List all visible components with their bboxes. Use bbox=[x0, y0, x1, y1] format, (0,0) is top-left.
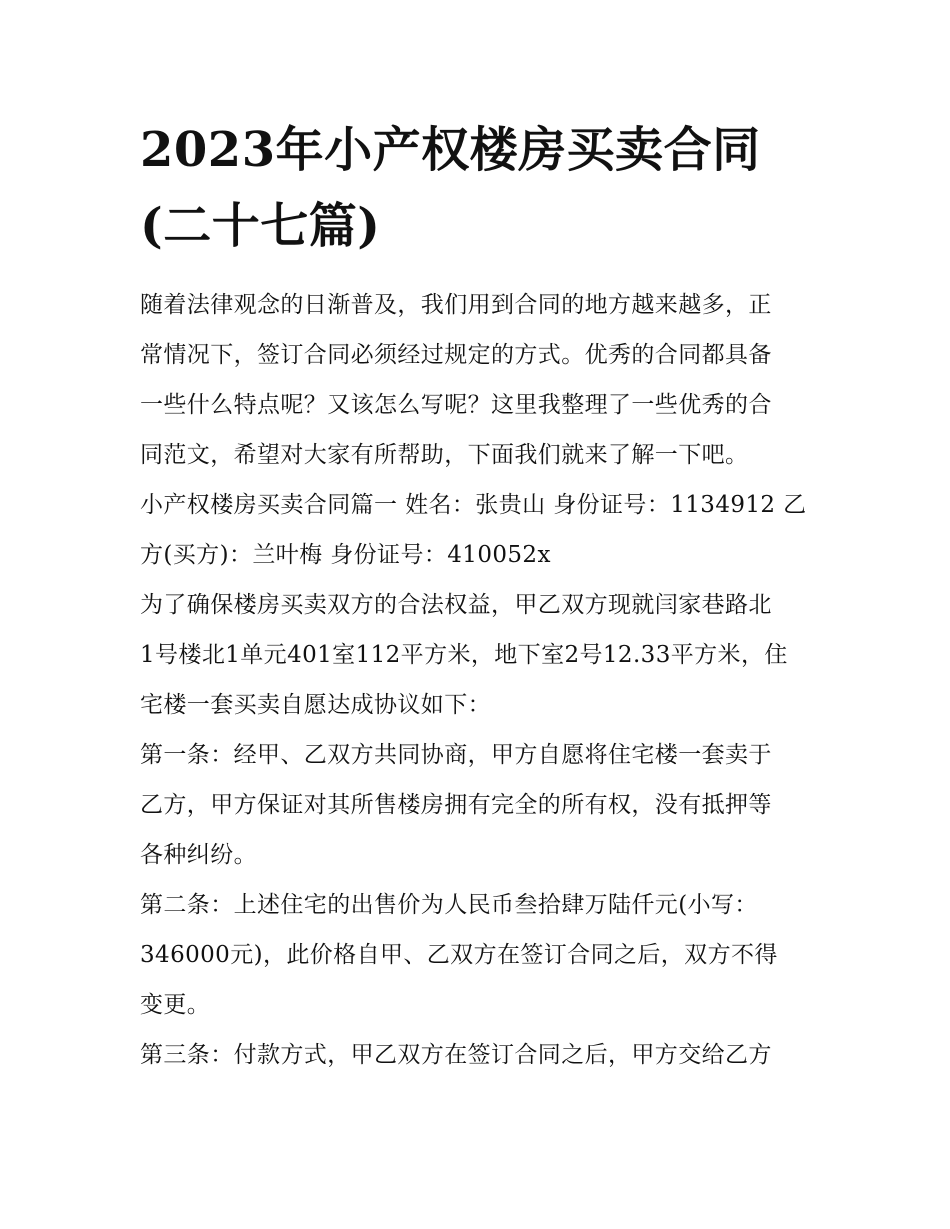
text-line: 第三条：付款方式，甲乙双方在签订合同之后，甲方交给乙方 bbox=[140, 1042, 772, 1068]
intro-paragraph bbox=[140, 280, 812, 480]
document-title bbox=[140, 112, 780, 264]
text-line: 为了确保楼房买卖双方的合法权益，甲乙双方现就闫家巷路北 bbox=[140, 592, 772, 618]
preamble-paragraph bbox=[140, 580, 812, 730]
text-line: 方(买方)：兰叶梅 身份证号：410052x bbox=[140, 542, 551, 568]
article-3-paragraph bbox=[140, 1030, 812, 1080]
text-line: 第二条：上述住宅的出售价为人民币叁拾肆万陆仟元(小写： bbox=[140, 892, 758, 918]
title-line: 2023年小产权楼房买卖合同 bbox=[140, 122, 761, 178]
text-line: 各种纠纷。 bbox=[140, 842, 257, 868]
article-1-paragraph bbox=[140, 730, 812, 880]
text-line: 一些什么特点呢？又该怎么写呢？这里我整理了一些优秀的合 bbox=[140, 392, 772, 418]
text-line: 变更。 bbox=[140, 992, 211, 1018]
text-line: 346000元)，此价格自甲、乙双方在签订合同之后，双方不得 bbox=[140, 942, 778, 968]
title-line: (二十七篇) bbox=[140, 198, 381, 254]
text-line: 乙方，甲方保证对其所售楼房拥有完全的所有权，没有抵押等 bbox=[140, 792, 772, 818]
text-line: 同范文，希望对大家有所帮助，下面我们就来了解一下吧。 bbox=[140, 442, 749, 468]
text-line: 随着法律观念的日渐普及，我们用到合同的地方越来越多，正 bbox=[140, 292, 772, 318]
document-body bbox=[140, 112, 812, 1080]
text-line: 1号楼北1单元401室112平方米，地下室2号12.33平方米，住 bbox=[140, 642, 788, 668]
text-line: 常情况下，签订合同必须经过规定的方式。优秀的合同都具备 bbox=[140, 342, 772, 368]
text-line: 小产权楼房买卖合同篇一 姓名：张贵山 身份证号：1134912 乙 bbox=[140, 492, 807, 518]
text-line: 第一条：经甲、乙双方共同协商，甲方自愿将住宅楼一套卖于 bbox=[140, 742, 772, 768]
article-2-paragraph bbox=[140, 880, 812, 1030]
text-line: 宅楼一套买卖自愿达成协议如下： bbox=[140, 692, 491, 718]
parties-paragraph bbox=[140, 480, 812, 580]
